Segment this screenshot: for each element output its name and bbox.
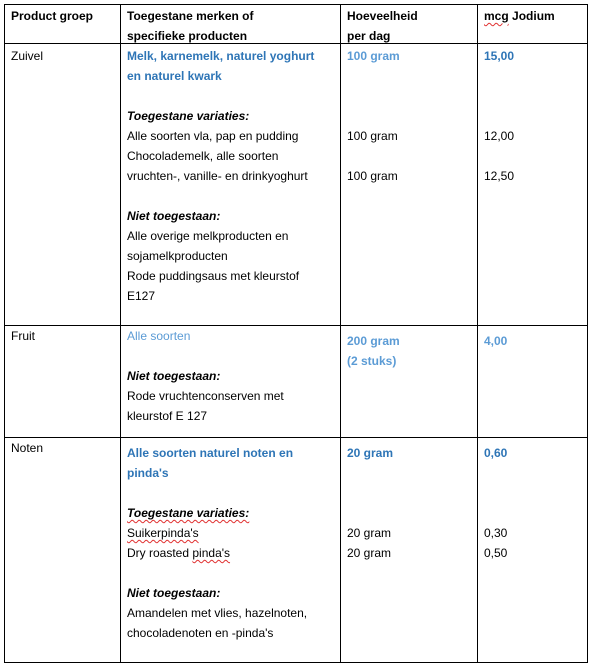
header-product-group: Product groep <box>11 9 94 23</box>
zuivel-not-allowed-2: Rode puddingsaus met kleurstof <box>127 269 300 283</box>
fruit-main-product: Alle soorten <box>127 329 191 343</box>
iodine-table <box>4 4 588 663</box>
noten-amounts <box>347 443 393 563</box>
header-iodine <box>484 6 555 26</box>
fruit-products: Alle soorten Niet toegestaan: Rode vruchtenconserven met kleurstof E 127 <box>127 326 284 426</box>
group-noten: Noten <box>11 441 44 455</box>
zuivel-variations-heading: Toegestane variaties: <box>127 109 250 123</box>
group-fruit: Fruit <box>11 329 35 343</box>
noten-main-product: Alle soorten naturel noten en <box>127 446 294 460</box>
row-divider-fruit-noten <box>4 437 588 438</box>
zuivel-var1-amount: 100 gram <box>347 129 398 143</box>
noten-var2-amount: 20 gram <box>347 546 392 560</box>
zuivel-var1-iodine: 12,00 <box>484 129 515 143</box>
noten-main-amount: 20 gram <box>347 446 394 460</box>
fruit-iodine <box>484 331 507 351</box>
fruit-not-allowed-heading: Niet toegestaan: <box>127 369 221 383</box>
header-iodine-label: Jodium <box>512 9 555 23</box>
noten-variation-2: Dry roasted pinda's <box>127 546 231 560</box>
table-border-right <box>587 4 588 663</box>
noten-variations-heading: Toegestane variaties: <box>127 506 250 520</box>
column-divider-3 <box>477 4 478 663</box>
noten-iodine <box>484 443 507 563</box>
zuivel-main-product: Melk, karnemelk, naturel yoghurt <box>127 49 315 63</box>
header-amount-per-day: Hoeveelheid per dag <box>347 9 418 43</box>
zuivel-main-amount: 100 gram <box>347 49 400 63</box>
zuivel-var2-amount: 100 gram <box>347 169 398 183</box>
zuivel-not-allowed-1: Alle overige melkproducten en <box>127 229 289 243</box>
noten-variation-1: Suikerpinda's <box>127 526 199 540</box>
column-divider-1 <box>120 4 121 663</box>
zuivel-var2-iodine: 12,50 <box>484 169 515 183</box>
fruit-amounts: 200 gram (2 stuks) <box>347 331 400 371</box>
header-row-divider <box>4 43 588 44</box>
noten-products: Alle soorten naturel noten en pinda's Toegestane variaties: Suikerpinda's Dry roasted pinda's Niet toegestaan: Amandelen met vlies, hazelnoten, chocoladenoten en -pinda's <box>127 443 307 643</box>
fruit-main-iodine: 4,00 <box>484 334 508 348</box>
header-iodine-unit: mcg <box>484 9 509 23</box>
zuivel-variation-1: Alle soorten vla, pap en pudding <box>127 129 299 143</box>
zuivel-amounts <box>347 46 400 186</box>
zuivel-not-allowed-heading: Niet toegestaan: <box>127 209 221 223</box>
fruit-not-allowed-1: Rode vruchtenconserven met <box>127 389 284 403</box>
fruit-main-amount: 200 gram <box>347 334 400 348</box>
row-divider-zuivel-fruit <box>4 325 588 326</box>
noten-var2-iodine: 0,50 <box>484 546 508 560</box>
zuivel-products: Melk, karnemelk, naturel yoghurt en naturel kwark Toegestane variaties: Alle soorten vla, pap en pudding Chocolademelk, alle soorten vruchten-, vanille- en drinkyoghurt Niet toegestaan: Alle overige melkproducten en sojamelkproducten Rode puddingsaus met kleurstof E127 <box>127 46 314 306</box>
zuivel-variation-2: Chocolademelk, alle soorten <box>127 149 279 163</box>
column-divider-2 <box>340 4 341 663</box>
zuivel-iodine <box>484 46 514 186</box>
noten-var1-amount: 20 gram <box>347 526 392 540</box>
table-border-bottom <box>4 662 588 663</box>
noten-var1-iodine: 0,30 <box>484 526 508 540</box>
zuivel-main-iodine: 15,00 <box>484 49 515 63</box>
noten-not-allowed-heading: Niet toegestaan: <box>127 586 221 600</box>
group-zuivel: Zuivel <box>11 49 44 63</box>
header-allowed-brands: Toegestane merken of specifieke producten <box>127 9 254 43</box>
table-border-left <box>4 4 5 663</box>
table-border-top <box>4 4 588 5</box>
noten-main-iodine: 0,60 <box>484 446 508 460</box>
noten-not-allowed-1: Amandelen met vlies, hazelnoten, <box>127 606 308 620</box>
